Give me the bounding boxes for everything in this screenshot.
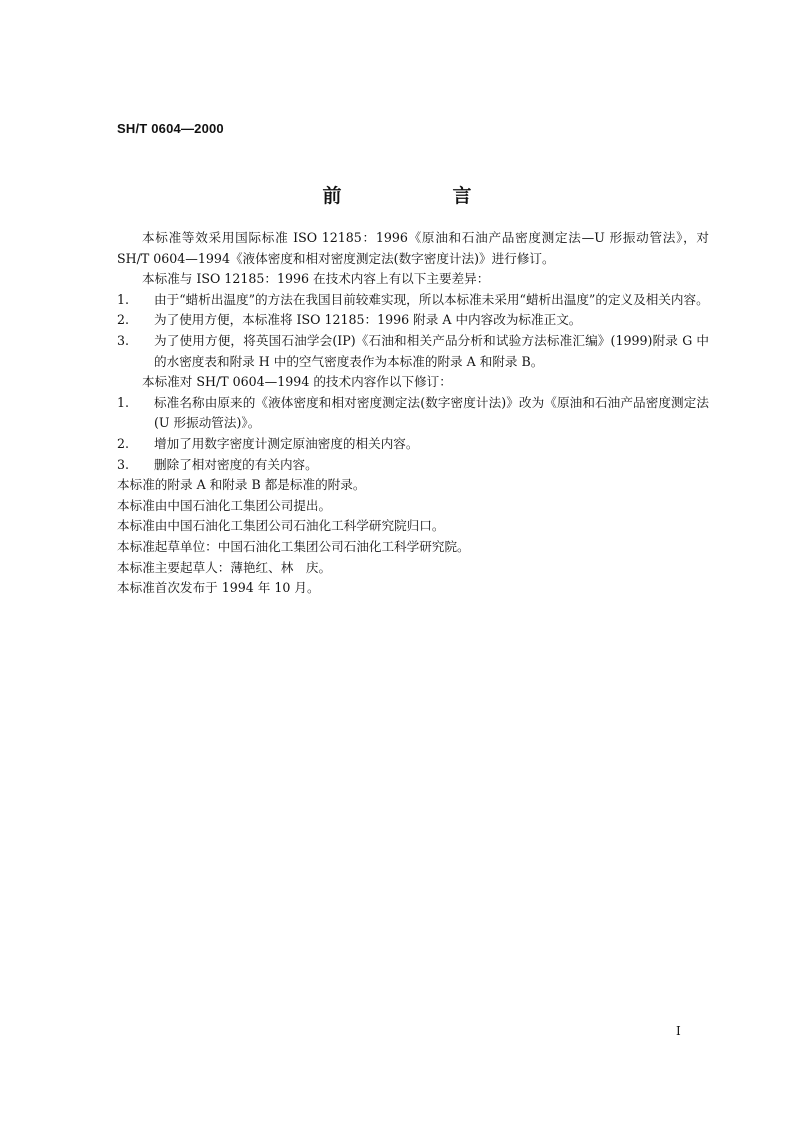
- revision-item: [117, 393, 709, 434]
- closing-statement: 本标准主要起草人：薄艳红、林 庆。: [117, 559, 332, 575]
- item-number: 3.: [117, 332, 130, 348]
- revision-item: [117, 434, 709, 455]
- differences-intro: 本标准与 ISO 12185：1996 在技术内容上有以下主要差异：: [142, 271, 490, 287]
- closing-statement: 本标准起草单位：中国石油化工集团公司石油化工科学研究院。: [117, 538, 470, 554]
- item-text: 为了使用方便，本标准将 ISO 12185：1996 附录 A 中内容改为标准正文。: [154, 312, 582, 328]
- page-title: 前 言: [322, 185, 518, 207]
- difference-item: [117, 290, 709, 311]
- difference-item: [117, 331, 709, 372]
- closing-statement: 本标准的附录 A 和附录 B 都是标准的附录。: [117, 477, 366, 493]
- item-text: 为了使用方便，将英国石油学会(IP)《石油和相关产品分析和试验方法标准汇编》(1999)附录 G 中的水密度表和附录 H 中的空气密度表作为本标准的附录 A 和附录 B。: [154, 332, 709, 369]
- closing-statement: 本标准由中国石油化工集团公司石油化工科学研究院归口。: [117, 518, 445, 534]
- item-number: 1.: [117, 291, 130, 307]
- revision-item: [117, 455, 709, 476]
- item-text: 标准名称由原来的《液体密度和相对密度测定法(数字密度计法)》改为《原油和石油产品密度测定法(U 形振动管法)》。: [154, 394, 709, 431]
- intro-paragraph: 本标准等效采用国际标准 ISO 12185：1996《原油和石油产品密度测定法—U 形振动管法》，对 SH/T 0604—1994《液体密度和相对密度测定法(数字密度计法)》进行修订。: [117, 230, 709, 266]
- difference-item: [117, 310, 709, 331]
- item-number: 1.: [117, 394, 130, 410]
- item-text: 增加了用数字密度计测定原油密度的相关内容。: [154, 435, 419, 451]
- foreword-body: [117, 228, 709, 599]
- page-number: I: [676, 1024, 681, 1038]
- item-text: 由于“蜡析出温度”的方法在我国目前较难实现，所以本标准未采用“蜡析出温度”的定义及相关内容。: [154, 291, 709, 307]
- closing-statement: 本标准首次发布于 1994 年 10 月。: [117, 580, 320, 596]
- item-number: 3.: [117, 456, 130, 472]
- item-number: 2.: [117, 312, 130, 328]
- item-text: 删除了相对密度的有关内容。: [154, 456, 318, 472]
- document-code: SH/T 0604—2000: [117, 121, 224, 136]
- revisions-intro: 本标准对 SH/T 0604—1994 的技术内容作以下修订：: [142, 374, 452, 390]
- item-number: 2.: [117, 435, 130, 451]
- closing-statement: 本标准由中国石油化工集团公司提出。: [117, 497, 332, 513]
